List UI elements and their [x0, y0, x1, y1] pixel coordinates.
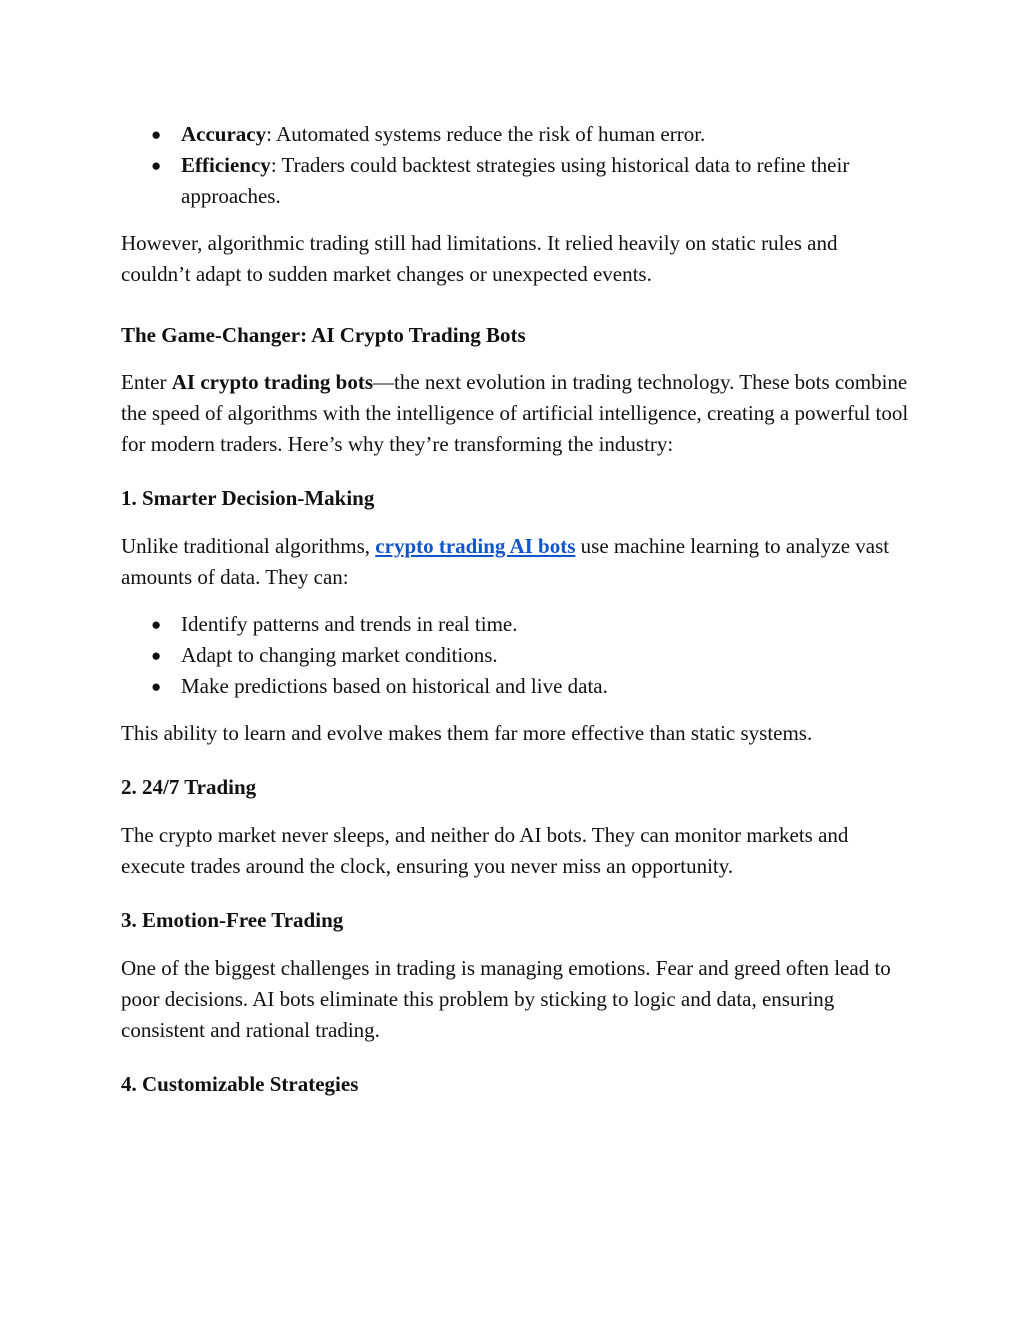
list-item: [121, 640, 911, 671]
list-item-term: Efficiency: [181, 153, 271, 177]
bullet-icon: ●: [151, 677, 162, 696]
section-heading-2: 2. 24/7 Trading: [121, 775, 257, 799]
bullet-icon: ●: [151, 156, 162, 175]
list-item-text: Identify patterns and trends in real time.: [181, 612, 518, 636]
crypto-bots-link[interactable]: crypto trading AI bots: [375, 534, 576, 558]
list-item: [121, 119, 911, 150]
bullet-icon: ●: [151, 615, 162, 634]
section-2-paragraph: The crypto market never sleeps, and neither do AI bots. They can monitor markets and execute trades around the clock, ensuring you never miss an opportunity.: [121, 823, 849, 878]
section-1-conclusion: This ability to learn and evolve makes them far more effective than static systems.: [121, 721, 813, 745]
section-1-lead: Unlike traditional algorithms,: [121, 534, 376, 558]
list-item-text: : Automated systems reduce the risk of human error.: [266, 122, 706, 146]
list-item-text: : Traders could backtest strategies using historical data to refine their approaches.: [181, 153, 850, 208]
list-item-text: Make predictions based on historical and live data.: [181, 674, 608, 698]
document-page: [121, 119, 911, 1100]
list-item: [121, 671, 911, 702]
intro-bold: AI crypto trading bots: [171, 370, 373, 394]
section-heading-3: 3. Emotion-Free Trading: [121, 908, 344, 932]
section-heading-4: 4. Customizable Strategies: [121, 1072, 359, 1096]
section-1-rest: use machine learning to analyze vast amounts of data. They can:: [121, 534, 890, 589]
intro-rest: —the next evolution in trading technology. These bots combine the speed of algorithms with the intelligence of artificial intelligence, creating a powerful tool for modern traders. Here’s why they’re transforming the industry:: [121, 370, 909, 456]
section-heading-1: 1. Smarter Decision-Making: [121, 486, 375, 510]
benefits-list: [121, 119, 911, 212]
list-item-text: Adapt to changing market conditions.: [181, 643, 498, 667]
list-item-term: Accuracy: [181, 122, 267, 146]
intro-paragraph: [121, 367, 911, 460]
intro-lead: Enter: [121, 370, 172, 394]
section-3-paragraph: One of the biggest challenges in trading is managing emotions. Fear and greed often lead to poor decisions. AI bots eliminate this problem by sticking to logic and data, ensuring consistent and rational trading.: [121, 956, 891, 1042]
limitations-paragraph: However, algorithmic trading still had limitations. It relied heavily on static rules and couldn’t adapt to sudden market changes or unexpected events.: [121, 231, 838, 286]
bullet-icon: ●: [151, 125, 162, 144]
list-item: [121, 150, 911, 212]
section-1-paragraph: [121, 531, 911, 593]
section-heading-main: The Game-Changer: AI Crypto Trading Bots: [121, 323, 526, 347]
capabilities-list: [121, 609, 911, 702]
list-item: [121, 609, 911, 640]
bullet-icon: ●: [151, 646, 162, 665]
